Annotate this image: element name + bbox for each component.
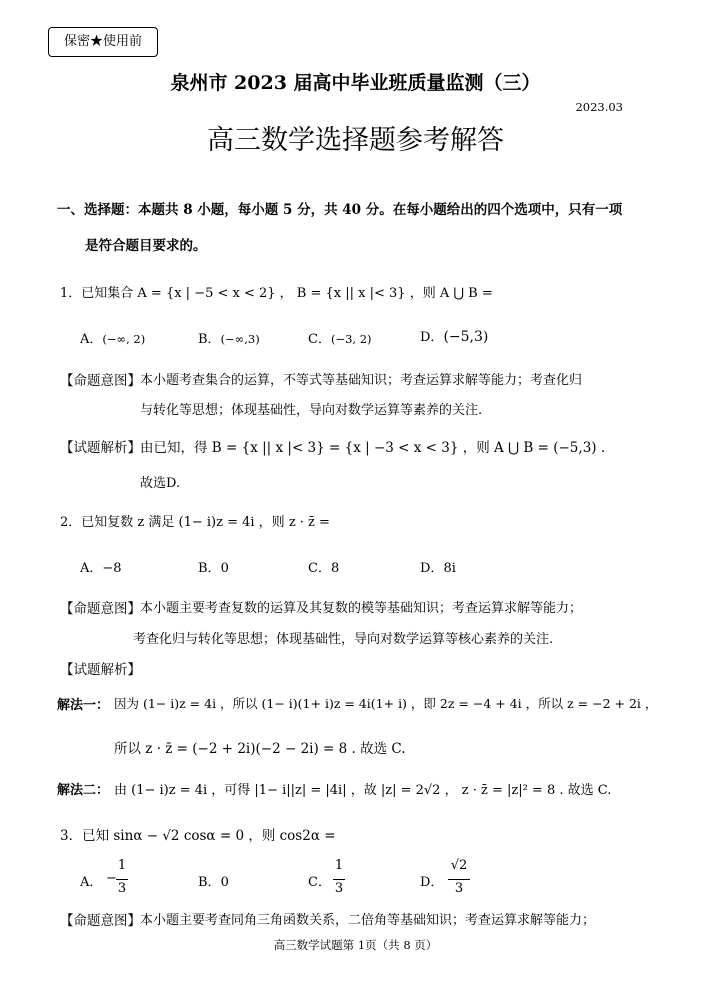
option-value: 0 <box>220 875 229 890</box>
q2-option-b <box>198 557 229 576</box>
option-value: (−3, 2) <box>330 332 372 346</box>
q1-option-c <box>308 328 372 347</box>
fraction-bar <box>448 879 470 880</box>
document-title: 高三数学选择题参考解答 <box>207 125 504 156</box>
option-denominator: 3 <box>334 881 344 896</box>
option-value: (−∞, 2) <box>102 332 146 346</box>
q3-intent-tag: 【命题意图】 <box>60 913 141 929</box>
option-label: D． <box>420 875 444 890</box>
q1-stem: 1．已知集合 A = {x | −5 < x < 2} ， B = {x || x |< 3} ，则 A ⋃ B = <box>60 286 493 301</box>
q1-analysis-line2: 故选D. <box>140 476 181 491</box>
option-value: (−5,3) <box>443 329 489 345</box>
option-numerator: √2 <box>450 858 468 873</box>
q2-solution1-tag: 解法一： <box>57 698 110 713</box>
option-label: B． <box>198 875 221 890</box>
confidential-stamp: 保密★使用前 <box>48 27 158 57</box>
fraction-bar <box>116 879 128 880</box>
option-value: 0 <box>220 561 229 576</box>
q3-intent-line1: 本小题主要考查同角三角函数关系，二倍角等基础知识；考查运算求解等能力； <box>140 913 596 928</box>
q2-intent-tag: 【命题意图】 <box>60 601 141 617</box>
q2-intent-line2: 考查化归与转化等思想；体现基础性，导向对数学运算等核心素养的关注. <box>133 632 554 647</box>
option-label: A． <box>80 875 103 890</box>
option-value: 8i <box>443 561 456 576</box>
option-label: B． <box>198 561 221 576</box>
q3-stem: 3．已知 sinα − √2 cosα = 0 ，则 cos2α = <box>60 828 336 844</box>
option-label: D． <box>420 330 444 345</box>
q2-analysis-tag: 【试题解析】 <box>60 662 141 678</box>
q2-option-c <box>308 557 339 576</box>
q1-intent-tag: 【命题意图】 <box>60 373 141 389</box>
option-label: A． <box>80 561 103 576</box>
q1-intent-line2: 与转化等思想；体现基础性，导向对数学运算等素养的关注. <box>140 403 483 418</box>
q1-option-d <box>420 326 488 345</box>
q2-solution1-line2: 所以 z · z̄ = (−2 + 2i)(−2 − 2i) = 8 . 故选 C. <box>114 741 406 757</box>
option-label: B． <box>198 332 221 347</box>
q2-option-a <box>80 557 122 576</box>
exam-date: 2023.03 <box>575 100 623 114</box>
option-numerator: 1 <box>334 858 344 873</box>
option-value: −8 <box>102 561 122 576</box>
option-value: (−∞,3) <box>220 332 260 346</box>
q2-solution2-tag: 解法二： <box>57 783 110 798</box>
option-denominator: 3 <box>117 881 127 896</box>
q3-option-b <box>198 871 229 890</box>
page-footer: 高三数学试题第 1页（共 8 页） <box>273 938 438 952</box>
option-label: A． <box>80 332 103 347</box>
q1-option-a <box>80 328 145 347</box>
option-denominator: 3 <box>454 881 464 896</box>
section-heading-line1: 一、选择题：本题共 8 小题，每小题 5 分，共 40 分。在每小题给出的四个选项中，只有一项 <box>57 202 623 218</box>
option-label: C． <box>308 561 331 576</box>
q2-solution2-line1: 由 (1− i)z = 4i ，可得 |1− i||z| = |4i| ，故 |z| = 2√2 ， z · z̄ = |z|² = 8 . 故选 C. <box>114 783 612 798</box>
option-sign: − <box>106 871 117 886</box>
fraction-bar <box>333 879 345 880</box>
q2-intent-line1: 本小题主要考查复数的运算及其复数的模等基础知识；考查运算求解等能力； <box>140 601 583 616</box>
q1-analysis-tag: 【试题解析】 <box>60 440 141 456</box>
option-label: C． <box>308 875 331 890</box>
option-numerator: 1 <box>117 858 127 873</box>
exam-title: 泉州市 2023 届高中毕业班质量监测（三） <box>170 72 541 94</box>
q1-analysis-line1: 由已知，得 B = {x || x |< 3} = {x | −3 < x < 3} ，则 A ⋃ B = (−5,3) . <box>140 440 606 456</box>
section-heading-line2: 是符合题目要求的。 <box>85 238 207 254</box>
q2-stem: 2．已知复数 z 满足 (1− i)z = 4i ，则 z · z̄ = <box>60 515 330 530</box>
option-value: 8 <box>330 561 340 576</box>
q1-intent-line1: 本小题考查集合的运算，不等式等基础知识；考查运算求解等能力；考查化归 <box>140 373 583 388</box>
q2-option-d <box>420 557 456 576</box>
q1-option-b <box>198 328 260 347</box>
option-label: C． <box>308 332 331 347</box>
option-label: D． <box>420 561 444 576</box>
q2-solution1-line1: 因为 (1− i)z = 4i ，所以 (1− i)(1+ i)z = 4i(1+ i) ，即 2z = −4 + 4i ，所以 z = −2 + 2i ， <box>114 696 658 711</box>
